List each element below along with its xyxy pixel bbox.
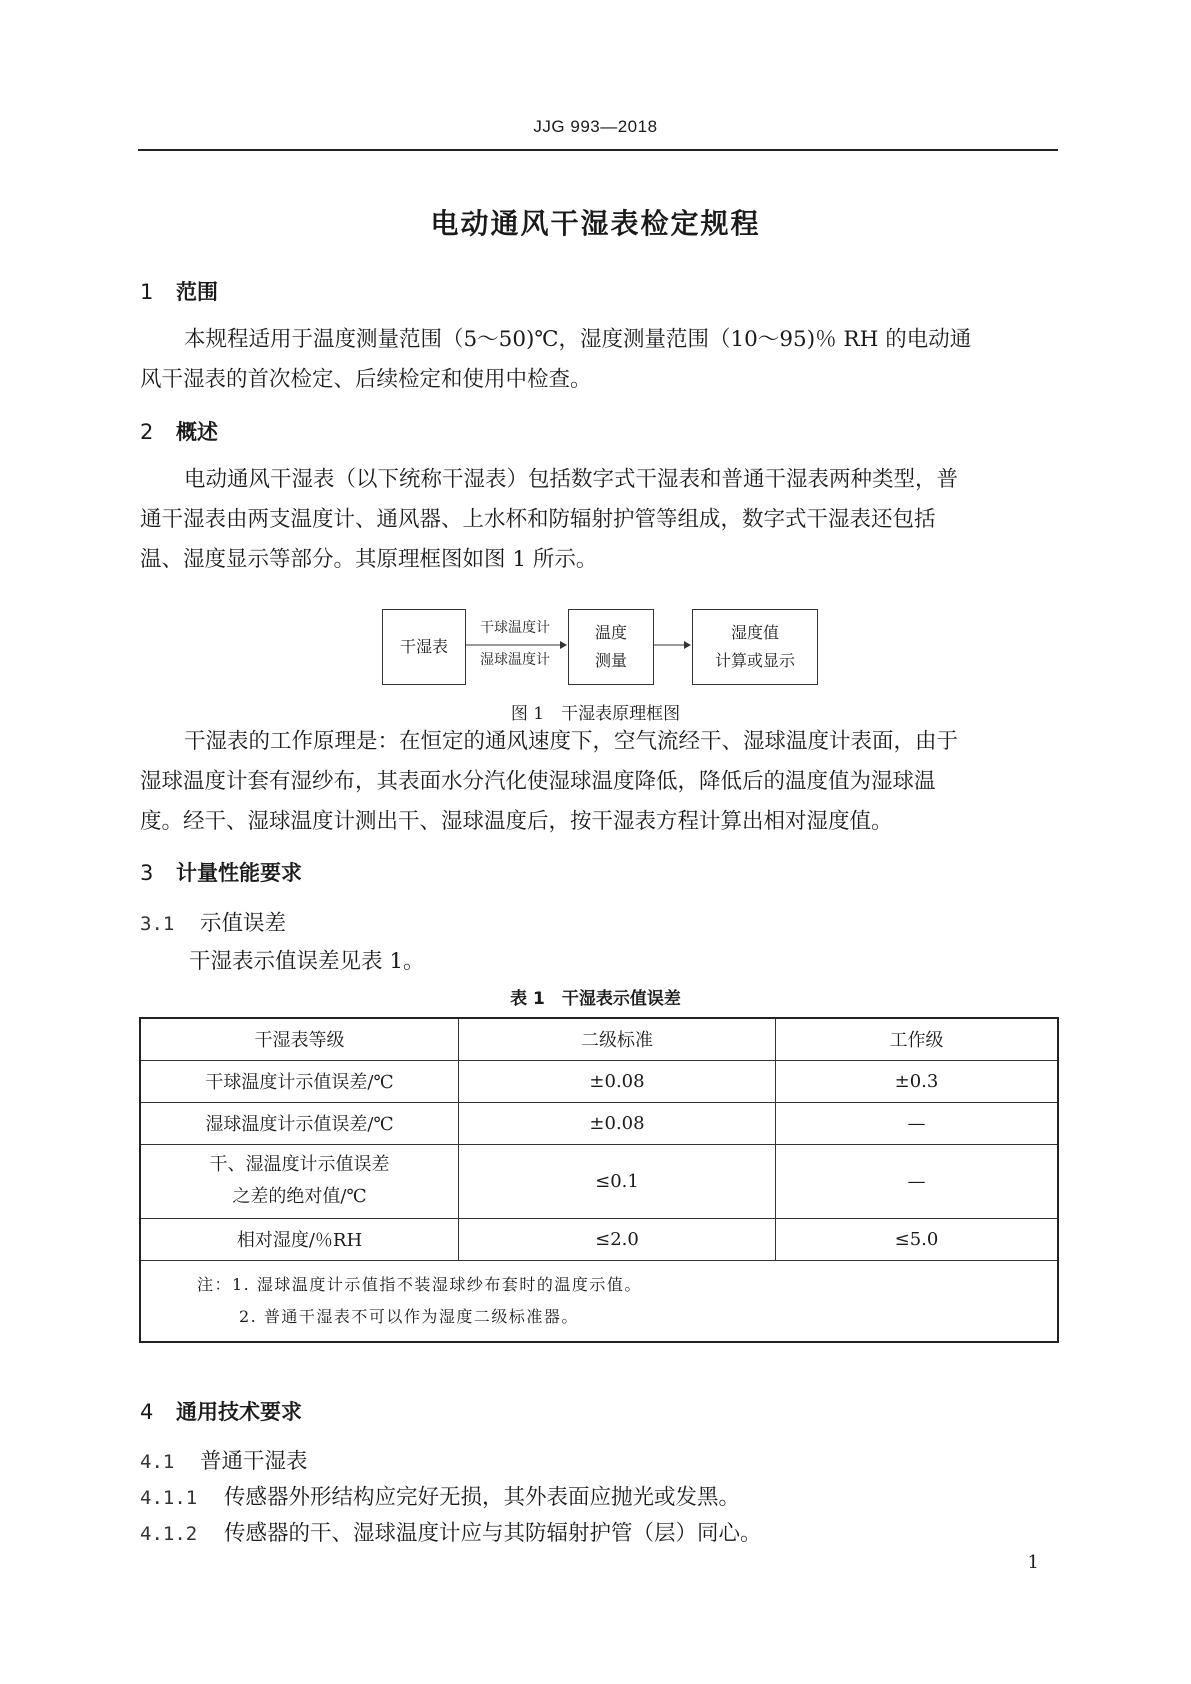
table-caption: 表 1 干湿表示值误差: [510, 989, 681, 1009]
subsection-title: 示值误差: [200, 911, 287, 936]
table-header-cell: 干湿表等级: [140, 1018, 459, 1060]
clause-number: 4.1.2: [140, 1523, 198, 1545]
section-number: 2: [140, 420, 154, 444]
section-title: 范围: [176, 280, 218, 304]
table-row: [140, 1144, 1058, 1218]
text-line: 风干湿表的首次检定、后续检定和使用中检查。: [140, 367, 592, 392]
arrow-label-wet-bulb: 湿球温度计: [480, 652, 550, 668]
error-table: [139, 1017, 1059, 1343]
text-line: 温、湿度显示等部分。其原理框图如图 1 所示。: [140, 547, 598, 572]
text-line: 电动通风干湿表（以下统称干湿表）包括数字式干湿表和普通干湿表两种类型，普: [184, 467, 959, 492]
table-notes: [140, 1260, 1058, 1342]
arrow-label-dry-bulb: 干球温度计: [480, 620, 550, 636]
document-code: JJG 993—2018: [533, 117, 658, 136]
text-line: 湿球温度计套有湿纱布，其表面水分汽化使湿球温度降低，降低后的温度值为湿球温: [140, 769, 936, 794]
subsection-number: 4.1: [140, 1451, 175, 1473]
section-number: 3: [140, 861, 154, 885]
clause-4-1-1: [140, 1480, 740, 1511]
table-row: [140, 1218, 1058, 1260]
block-label: 湿度值: [730, 623, 779, 642]
block-label: 干湿表: [399, 637, 448, 656]
table-cell: ±0.08: [459, 1060, 776, 1102]
section-number: 1: [140, 280, 154, 304]
cell-line: 之差的绝对值/℃: [232, 1186, 367, 1207]
subsection-title: 普通干湿表: [200, 1449, 308, 1474]
table-cell: ≤2.0: [459, 1218, 776, 1260]
section-4-heading: [140, 1396, 302, 1426]
table-cell: ≤0.1: [459, 1144, 776, 1218]
clause-number: 4.1.1: [140, 1487, 198, 1509]
table-cell: ±0.3: [776, 1060, 1059, 1102]
table-cell: 湿球温度计示值误差/℃: [140, 1102, 459, 1144]
clause-text: 传感器的干、湿球温度计应与其防辐射护管（层）同心。: [224, 1521, 762, 1546]
note-line: 2. 普通干湿表不可以作为湿度二级标准器。: [239, 1306, 579, 1326]
cell-line: 干、湿温度计示值误差: [209, 1154, 390, 1175]
block-label: 测量: [594, 651, 627, 670]
table-notes-row: [140, 1260, 1058, 1342]
section-3-heading: [140, 857, 302, 887]
header-rule: [138, 149, 1058, 151]
table-cell: ≤5.0: [776, 1218, 1059, 1260]
document-title: 电动通风干湿表检定规程: [430, 207, 761, 240]
section-title: 计量性能要求: [176, 861, 302, 885]
table-cell: 相对湿度/％RH: [140, 1218, 459, 1260]
table-header-cell: 二级标准: [459, 1018, 776, 1060]
note-line: 注：1. 湿球温度计示值指不装湿球纱布套时的温度示值。: [197, 1274, 642, 1294]
arrow-right-icon: [652, 639, 692, 651]
table-header-cell: 工作级: [776, 1018, 1059, 1060]
subsection-4-1-heading: [140, 1444, 308, 1475]
block-temperature-measurement: [568, 609, 654, 685]
subsection-number: 3.1: [140, 913, 175, 935]
subsection-3-1-text: 干湿表示值误差见表 1。: [189, 949, 425, 974]
page-number: 1: [1027, 1552, 1039, 1573]
table-cell: —: [776, 1102, 1059, 1144]
block-label: 温度: [594, 623, 627, 642]
table-cell: ±0.08: [459, 1102, 776, 1144]
table-cell: 干球温度计示值误差/℃: [140, 1060, 459, 1102]
table-header-row: [140, 1018, 1058, 1060]
table-cell: [140, 1144, 459, 1218]
working-principle-paragraph: [140, 722, 1058, 842]
text-line: 度。经干、湿球温度计测出干、湿球温度后，按干湿表方程计算出相对湿度值。: [140, 809, 893, 834]
clause-4-1-2: [140, 1516, 762, 1547]
text-line: 干湿表的工作原理是：在恒定的通风速度下，空气流经干、湿球温度计表面，由于: [184, 729, 959, 754]
block-hygrometer: [382, 609, 466, 685]
section-number: 4: [140, 1400, 154, 1424]
text-line: 通干湿表由两支温度计、通风器、上水杯和防辐射护管等组成，数字式干湿表还包括: [140, 507, 936, 532]
principle-block-diagram: [382, 609, 818, 685]
table-row: [140, 1102, 1058, 1144]
table-cell: —: [776, 1144, 1059, 1218]
section-title: 通用技术要求: [176, 1400, 302, 1424]
clause-text: 传感器外形结构应完好无损，其外表面应抛光或发黑。: [224, 1485, 741, 1510]
section-1-heading: [140, 276, 218, 306]
section-2-heading: [140, 416, 218, 446]
section-title: 概述: [176, 420, 218, 444]
block-label: 计算或显示: [714, 651, 795, 670]
section-1-paragraph: [140, 320, 1058, 400]
table-row: [140, 1060, 1058, 1102]
block-humidity-calculation: [692, 609, 818, 685]
subsection-3-1-heading: [140, 906, 286, 937]
text-line: 本规程适用于温度测量范围（5～50)℃，湿度测量范围（10～95)％ RH 的电动通: [184, 327, 972, 352]
section-2-paragraph: [140, 460, 1058, 580]
figure-caption: 图 1 干湿表原理框图: [510, 704, 681, 724]
